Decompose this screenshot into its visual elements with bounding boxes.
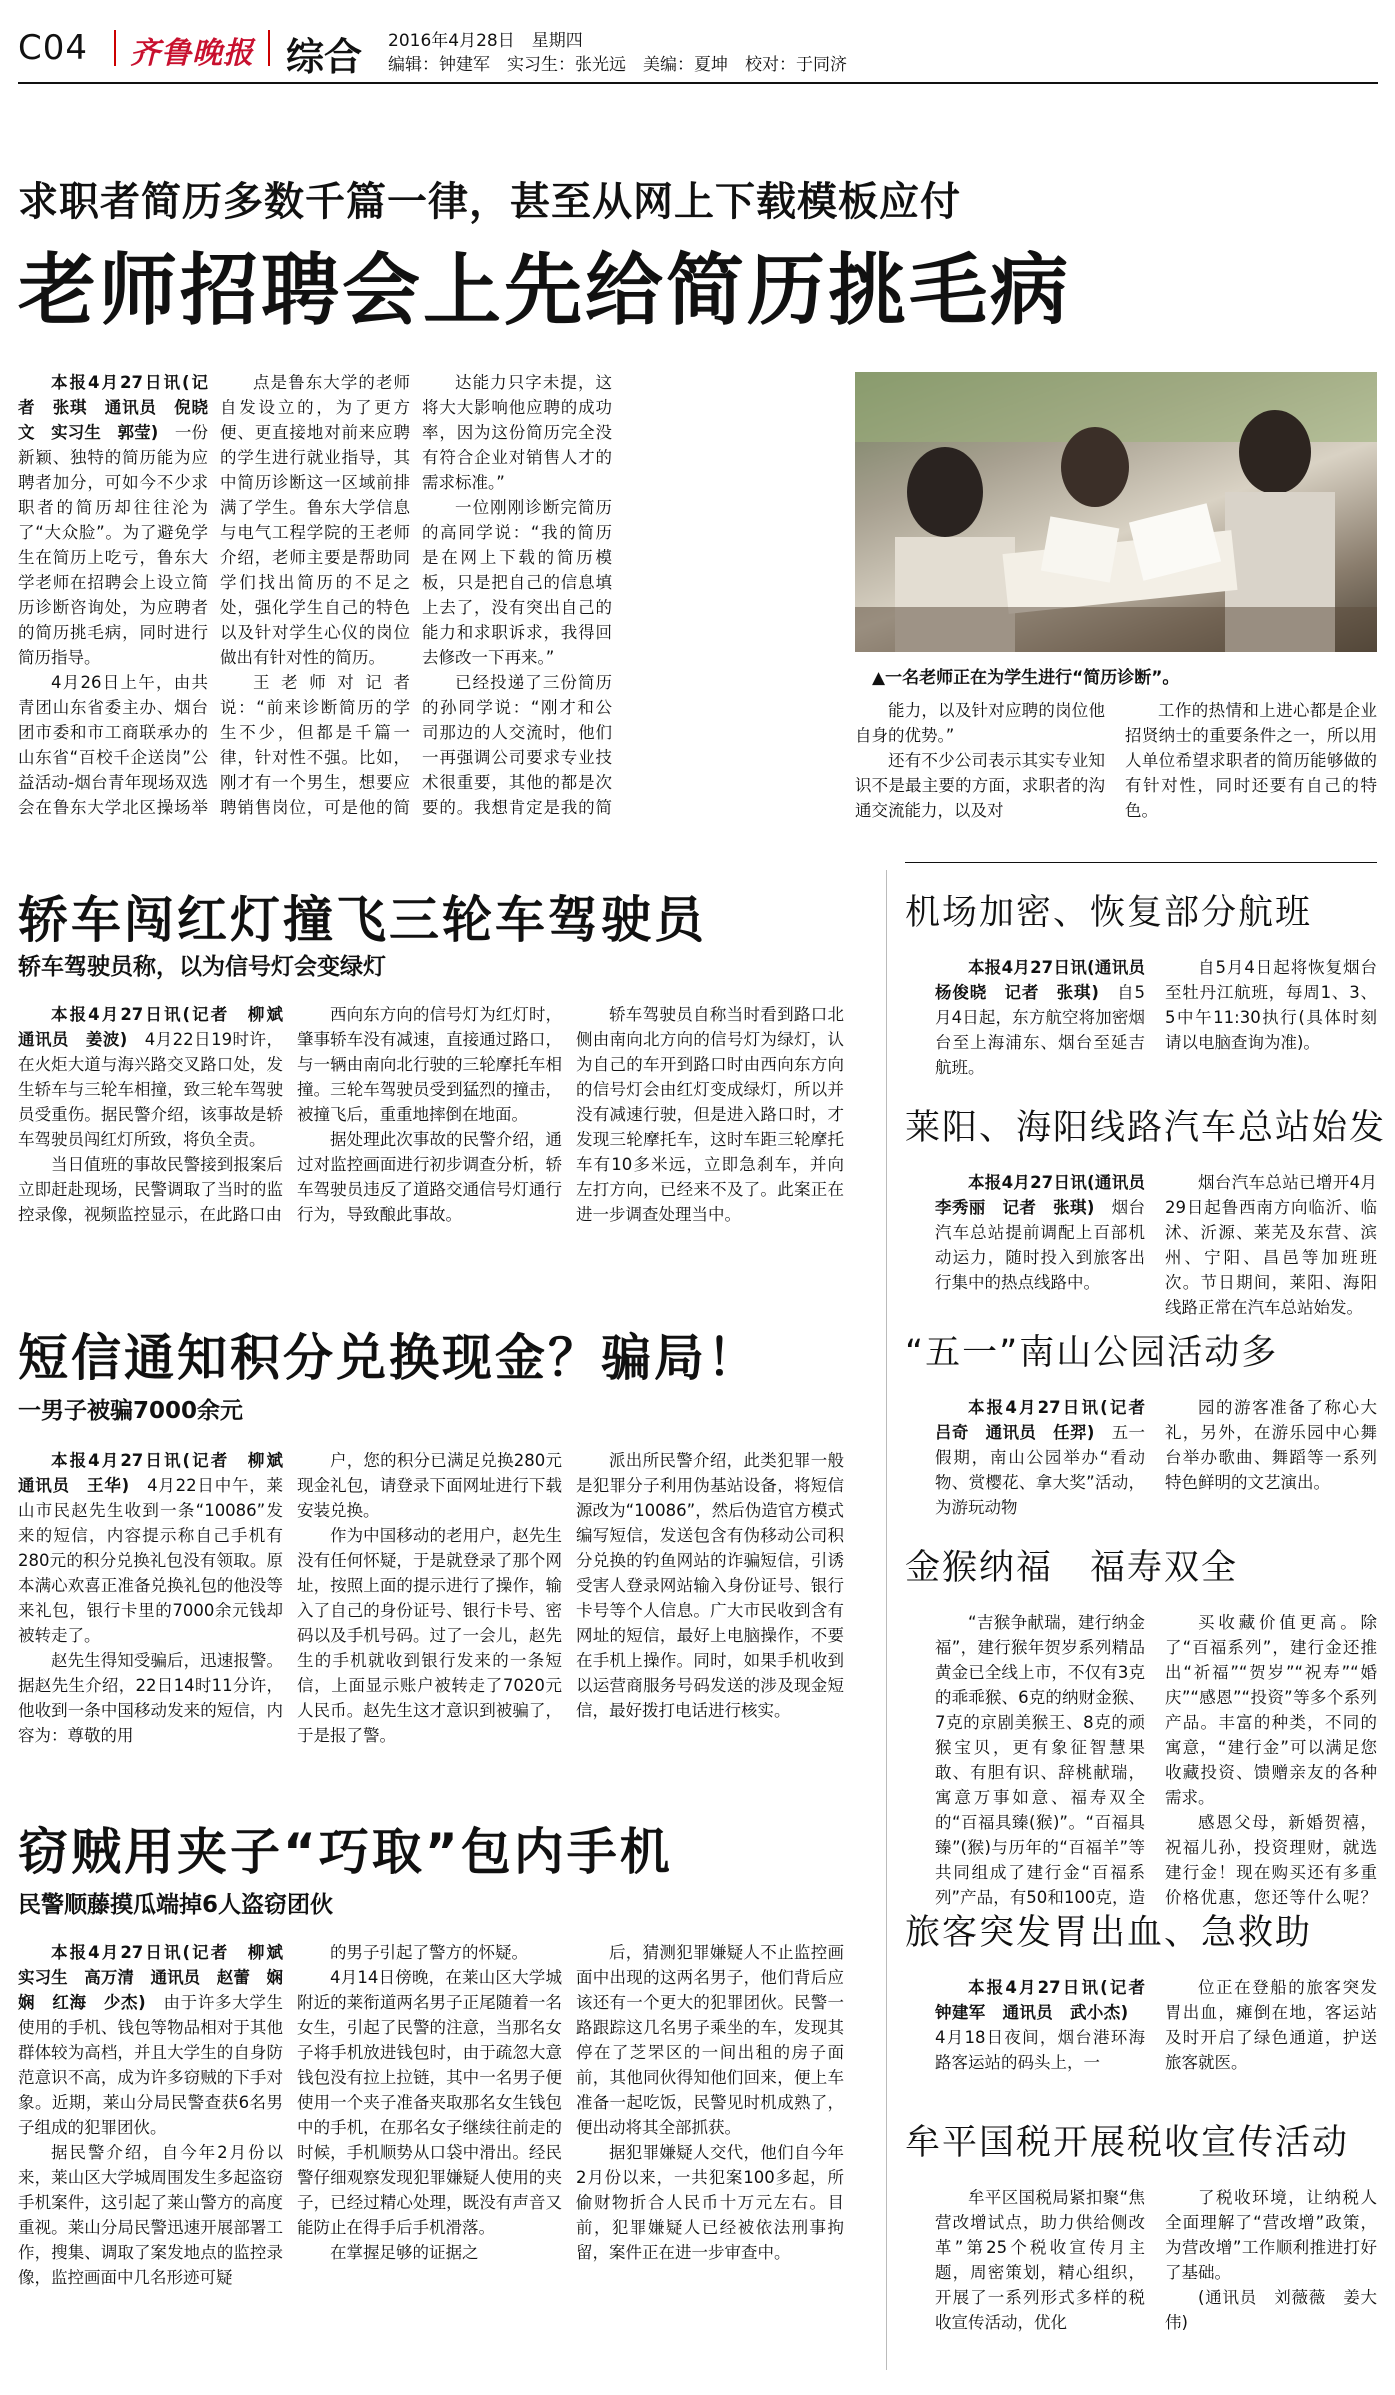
masthead-divider — [268, 30, 270, 66]
paragraph: (通讯员 刘薇薇 姜大伟) — [1165, 2288, 1377, 2332]
side-brief-column-2 — [1165, 1610, 1377, 1910]
story2-column-1 — [18, 1002, 283, 1277]
masthead — [18, 22, 1378, 82]
story2-column-3 — [576, 1002, 844, 1277]
page-number: C04 — [18, 28, 89, 68]
paragraph: 点是鲁东大学的老师自发设立的，为了更方便、更直接地对前来应聘的学生进行就业指导，其中简历诊断这一区域前排满了学生。鲁东大学信息与电气工程学院的王老师介绍，老师主要是帮助同学们找出简历的不足之处，强化学生自己的特色以及针对学生心仪的岗位做出有针对性的简历。 — [220, 373, 410, 667]
top-rule — [18, 82, 1378, 84]
lead-column-1 — [18, 370, 208, 820]
paragraph: 据处理此次事故的民警介绍，通过对监控画面进行初步调查分析，轿车驾驶员违反了道路交通信号灯通行行为，导致酿此事故。 — [297, 1130, 562, 1224]
paragraph: 当日值班的事故民警接到报案后立即赶赴现场，民警调取了当时的监控录像，视频监控显示，在此路口由 — [18, 1155, 283, 1224]
paragraph: 本报4月27日讯(记者 柳斌 通讯员 姜波) 4月22日19时许，在火炬大道与海兴路交叉路口处，发生轿车与三轮车相撞，致三轮车驾驶员受重伤。据民警介绍，该事故是轿车驾驶员闯红灯所致，将负全责。 — [18, 1005, 283, 1149]
paragraph: 能力，以及针对应聘的岗位他自身的优势。” — [855, 701, 1105, 745]
paragraph: 4月26日上午，由共青团山东省委主办、烟台团市委和市工商联承办的山东省“百校千企送岗”公益活动-烟台青年现场双选会在鲁东大学北区操场举 — [18, 673, 208, 817]
story3-column-1 — [18, 1448, 283, 1778]
side-brief-headline: 金猴纳福 福寿双全 — [905, 1548, 1239, 1588]
paragraph: 烟台汽车总站已增开4月29日起鲁西南方向临沂、临沭、沂源、莱芜及东营、滨州、宁阳、昌邑等加班班次。节日期间，莱阳、海阳线路正常在汽车总站始发。 — [1165, 1173, 1377, 1317]
lead-column-4 — [855, 698, 1105, 823]
paragraph: 本报4月27日讯(记者 钟建军 通讯员 武小杰) 4月18日夜间，烟台港环海路客运站的码头上，一 — [935, 1978, 1145, 2072]
paragraph: 自5月4日起将恢复烟台至牡丹江航班，每周1、3、5中午11:30执行(具体时刻请以电脑查询为准)。 — [1165, 958, 1377, 1052]
paragraph: 据民警介绍，自今年2月份以来，莱山区大学城周围发生多起盗窃手机案件，这引起了莱山警方的高度重视。莱山分局民警迅速开展部署工作，搜集、调取了案发地点的监控录像，监控画面中几名形迹可疑 — [18, 2143, 283, 2287]
lead-column-5 — [1125, 698, 1377, 823]
side-top-rule — [905, 862, 1377, 863]
story4-column-1 — [18, 1940, 283, 2375]
side-brief-column-1 — [935, 1610, 1145, 1910]
side-brief-headline: 机场加密、恢复部分航班 — [905, 893, 1313, 933]
paragraph: 一位刚刚诊断完简历的高同学说：“我的简历是在网上下载的简历模板，只是把自己的信息填上去了，没有突出自己的能力和求职诉求，我得回去修改一下再来。” — [422, 498, 612, 667]
paragraph: 本报4月27日讯(记者 吕奇 通讯员 任羿) 五一假期，南山公园举办“看动物、赏樱花、拿大奖”活动，为游玩动物 — [935, 1398, 1145, 1517]
paragraph: 4月14日傍晚，在莱山区大学城附近的莱衔道两名男子正尾随着一名女生，引起了民警的注意，当那名女子将手机放进钱包时，由于疏忽大意钱包没有拉上拉链，其中一名男子便使用一个夹子准备夹取那名女生钱包中的手机，在那名女子继续往前走的时候，手机顺势从口袋中滑出。经民警仔细观察发现犯罪嫌疑人使用的夹子，已经过精心处理，既没有声音又能防止在得手后手机滑落。 — [297, 1968, 562, 2237]
photo-caption: ▲一名老师正在为学生进行“简历诊断”。 — [872, 668, 1180, 688]
side-brief-column-1 — [935, 2185, 1145, 2385]
story2-column-2 — [297, 1002, 562, 1277]
paragraph: 王老师对记者说：“前来诊断简历的学生不少，但都是千篇一律，针对性不强。比如，刚才有一个男生，想要应聘销售岗位，可是他的简 — [220, 673, 410, 817]
side-brief-column-2 — [1165, 1395, 1377, 1545]
paragraph: 还有不少公司表示其实专业知识不是最主要的方面，求职者的沟通交流能力，以及对 — [855, 751, 1105, 820]
paragraph: 本报4月27日讯(记者 柳斌 实习生 高万清 通讯员 赵蕾 娴娴 红海 少杰) 由于许多大学生使用的手机、钱包等物品相对于其他群体较为高档，并且大学生的自身防范意识不高，成为许多窃贼的下手对象。近期，莱山分局民警查获6名男子组成的犯罪团伙。 — [18, 1943, 283, 2137]
lead-photo — [855, 372, 1377, 652]
paragraph: 了税收环境，让纳税人全面理解了“营改增”政策，为营改增”工作顺利推进打好了基础。 — [1165, 2188, 1377, 2282]
side-brief-column-1 — [935, 1975, 1145, 2125]
issue-date: 2016年4月28日 星期四 — [388, 31, 583, 51]
paragraph: 赵先生得知受骗后，迅速报警。据赵先生介绍，22日14时11分许，他收到一条中国移动发来的短信，内容为：尊敬的用 — [18, 1651, 283, 1745]
side-brief-column-2 — [1165, 955, 1377, 1105]
side-brief-headline: 莱阳、海阳线路汽车总站始发 — [905, 1108, 1387, 1148]
side-brief-column-2 — [1165, 2185, 1377, 2385]
paragraph: 派出所民警介绍，此类犯罪一般是犯罪分子利用伪基站设备，将短信源改为“10086”，然后伪造官方模式编写短信，发送包含有伪移动公司积分兑换的钓鱼网站的诈骗短信，引诱受害人登录网站输入身份证号、银行卡号等个人信息。广大市民收到含有网址的短信，最好上电脑操作，不要在手机上操作。同时，如果手机收到以运营商服务号码发送的涉及现金短信，最好拨打电话进行核实。 — [576, 1451, 844, 1720]
newspaper-logo: 齐鲁晚报 — [130, 36, 254, 71]
story3-column-3 — [576, 1448, 844, 1778]
paragraph: 达能力只字未提，这将大大影响他应聘的成功率，因为这份简历完全没有符合企业对销售人才的需求标准。” — [422, 373, 612, 492]
paragraph: 轿车驾驶员自称当时看到路口北侧由南向北方向的信号灯为绿灯，认为自己的车开到路口时由西向东方向的信号灯会由红灯变成绿灯，所以并没有减速行驶，但是进入路口时，才发现三轮摩托车，这时车距三轮摩托车有10多米远，立即急刹车，并向左打方向，已经来不及了。此案正在进一步调查处理当中。 — [576, 1005, 844, 1224]
section-title: 综合 — [286, 35, 363, 79]
masthead-divider — [114, 30, 116, 66]
paragraph: 牟平区国税局紧扣聚“焦营改增试点，助力供给侧改革”第25个税收宣传月主题，周密策划，精心组织，开展了一系列形式多样的税收宣传活动，优化 — [935, 2188, 1145, 2332]
story3-headline: 短信通知积分兑换现金？骗局！ — [18, 1329, 760, 1387]
paragraph: 本报4月27日讯(记者 张琪 通讯员 倪晓文 实习生 郭莹) 一份新颖、独特的简历能为应聘者加分，可如今不少求职者的简历却往往沦为了“大众脸”。为了避免学生在简历上吃亏，鲁东大学老师在招聘会上设立简历诊断咨询处，为应聘者的简历挑毛病，同时进行简历指导。 — [18, 373, 208, 667]
paragraph: 在掌握足够的证据之 — [330, 2243, 479, 2262]
paragraph: 西向东方向的信号灯为红灯时，肇事轿车没有减速，直接通过路口，与一辆由南向北行驶的三轮摩托车相撞。三轮车驾驶员受到猛烈的撞击，被撞飞后，重重地摔倒在地面。 — [297, 1005, 562, 1124]
paragraph: 户，您的积分已满足兑换280元现金礼包，请登录下面网址进行下载安装兑换。 — [297, 1451, 562, 1520]
paragraph: 作为中国移动的老用户，赵先生没有任何怀疑，于是就登录了那个网址，按照上面的提示进行了操作，输入了自己的身份证号、银行卡号、密码以及手机号码。过了一会儿，赵先生的手机就收到银行发来的一条短信，上面显示账户被转走了7020元人民币。赵先生这才意识到被骗了，于是报了警。 — [297, 1526, 562, 1745]
lead-column-2 — [220, 370, 410, 820]
paragraph: 感恩父母，新婚贺禧，祝福儿孙，投资理财，就选建行金！现在购买还有多重价格优惠，您还等什么呢？ — [1165, 1813, 1377, 1907]
story3-column-2 — [297, 1448, 562, 1778]
paragraph: 本报4月27日讯(通讯员 李秀丽 记者 张琪) 烟台汽车总站提前调配上百部机动运力，随时投入到旅客出行集中的热点线路中。 — [935, 1173, 1145, 1292]
photo-teacher-students-icon — [855, 372, 1377, 652]
lead-headline: 老师招聘会上先给简历挑毛病 — [18, 246, 1072, 336]
paragraph: 的男子引起了警方的怀疑。 — [330, 1943, 528, 1962]
paragraph: “吉猴争献瑞，建行纳金福”，建行猴年贺岁系列精品黄金已全线上市，不仅有3克的乖乖猴、6克的纳财金猴、7克的京剧美猴王、8克的顽猴宝贝，更有象征智慧果敢、有胆有识、辞桃献瑞，寓意万事如意、福寿双全的“百福具臻(猴)”。“百福具臻”(猴)与历年的“百福羊”等共同组成了建行金“百福系列”产品，有50和100克，造 — [935, 1613, 1145, 1907]
paragraph: 位正在登船的旅客突发胃出血，瘫倒在地，客运站及时开启了绿色通道，护送旅客就医。 — [1165, 1978, 1377, 2072]
side-brief-headline: 牟平国税开展税收宣传活动 — [905, 2123, 1350, 2163]
paragraph: 已经投递了三份简历的孙同学说：“刚才和公司那边的人交流时，他们一再强调公司要求专业技术很重要，其他的都是次要的。我想肯定是我的简 — [422, 673, 612, 817]
story2-subhead: 轿车驾驶员称，以为信号灯会变绿灯 — [18, 954, 386, 980]
paragraph: 工作的热情和上进心都是企业招贤纳士的重要条件之一，所以用人单位希望求职者的简历能够做的有针对性，同时还要有自己的特色。 — [1125, 701, 1377, 820]
paragraph: 据犯罪嫌疑人交代，他们自今年2月份以来，一共犯案100多起，所偷财物折合人民币十万元左右。目前，犯罪嫌疑人已经被依法刑事拘留，案件正在进一步审查中。 — [576, 2143, 844, 2262]
paragraph: 本报4月27日讯(记者 柳斌 通讯员 王华) 4月22日中午，莱山市民赵先生收到一条“10086”发来的短信，内容提示称自己手机有280元的积分兑换礼包没有领取。原本满心欢喜正准备兑换礼包的他没等来礼包，银行卡里的7000余元钱却被转走了。 — [18, 1451, 283, 1645]
side-brief-column-1 — [935, 1170, 1145, 1340]
editor-credits: 编辑：钟建军 实习生：张光远 美编：夏坤 校对：于同济 — [388, 55, 847, 75]
paragraph: 本报4月27日讯(通讯员 杨俊晓 记者 张琪) 自5月4日起，东方航空将加密烟台至上海浦东、烟台至延吉航班。 — [935, 958, 1145, 1077]
paragraph: 园的游客准备了称心大礼，另外，在游乐园中心舞台举办歌曲、舞蹈等一系列特色鲜明的文艺演出。 — [1165, 1398, 1377, 1492]
side-brief-column-1 — [935, 1395, 1145, 1545]
story2-headline: 轿车闯红灯撞飞三轮车驾驶员 — [18, 891, 707, 949]
side-brief-column-1 — [935, 955, 1145, 1105]
side-brief-headline: 旅客突发胃出血、急救助 — [905, 1913, 1313, 1953]
story4-column-2 — [297, 1940, 562, 2375]
story4-subhead: 民警顺藤摸瓜端掉6人盗窃团伙 — [18, 1892, 334, 1918]
story4-headline: 窃贼用夹子“巧取”包内手机 — [18, 1823, 673, 1881]
lead-kicker: 求职者简历多数千篇一律，甚至从网上下载模板应付 — [18, 179, 961, 225]
side-brief-column-2 — [1165, 1975, 1377, 2125]
side-brief-headline: “五一”南山公园活动多 — [905, 1333, 1279, 1373]
story4-column-3 — [576, 1940, 844, 2375]
side-brief-column-2 — [1165, 1170, 1377, 1340]
story3-subhead: 一男子被骗7000余元 — [18, 1398, 244, 1424]
column-divider — [886, 870, 887, 2370]
lead-column-3 — [422, 370, 612, 820]
paragraph: 后，猜测犯罪嫌疑人不止监控画面中出现的这两名男子，他们背后应该还有一个更大的犯罪团伙。民警一路跟踪这几名男子乘坐的车，发现其停在了芝罘区的一间出租的房子面前，其他同伙得知他们回来，便上车准备一起吃饭，民警见时机成熟了，便出动将其全部抓获。 — [576, 1943, 844, 2137]
paragraph: 买收藏价值更高。除了“百福系列”，建行金还推出“祈福”“贺岁”“祝寿”“婚庆”“感恩”“投资”等多个系列产品。丰富的种类，不同的寓意，“建行金”可以满足您收藏投资、馈赠亲友的各种需求。 — [1165, 1613, 1377, 1807]
